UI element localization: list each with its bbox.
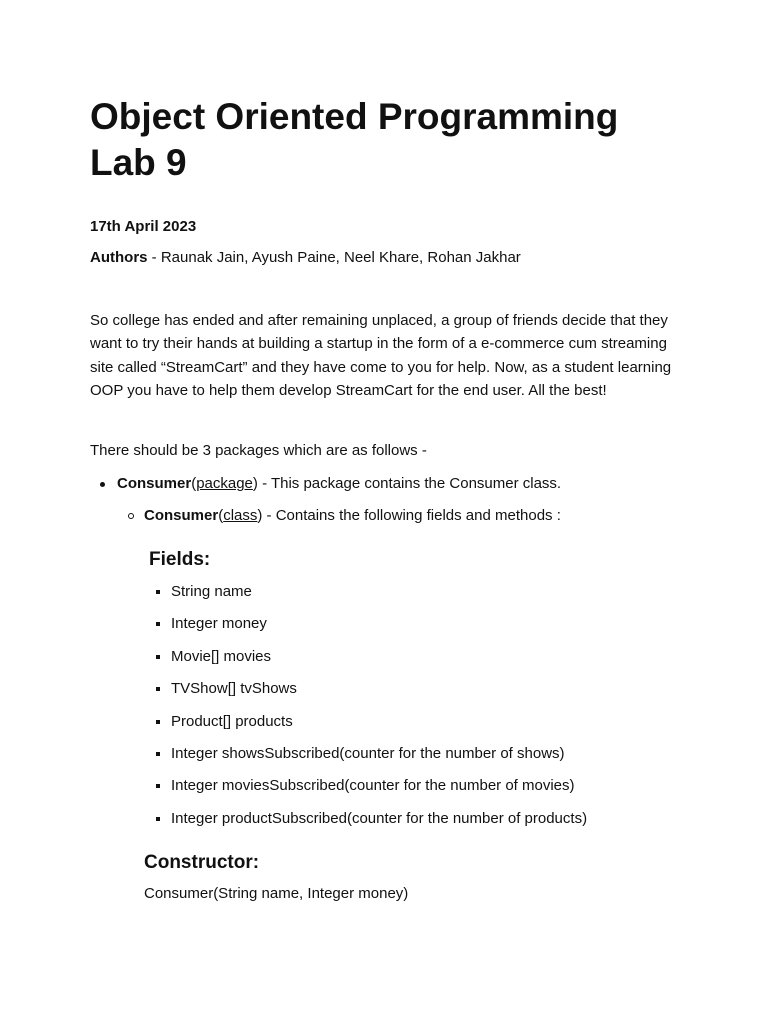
field-text: Integer moviesSubscribed(counter for the number of movies) bbox=[171, 777, 575, 795]
field-text: Product[] products bbox=[171, 712, 293, 730]
square-bullet-icon bbox=[156, 752, 160, 756]
package-name: Consumer bbox=[117, 475, 192, 492]
authors-line bbox=[90, 248, 521, 268]
packages-intro: There should be 3 packages which are as follows - bbox=[90, 442, 427, 459]
class-link[interactable]: class bbox=[223, 507, 258, 524]
package-item-text bbox=[117, 474, 561, 494]
class-open-paren: ( bbox=[218, 507, 224, 524]
document-title: Object Oriented Programming Lab 9 bbox=[90, 96, 619, 183]
package-open-paren: ( bbox=[191, 475, 197, 492]
constructor-signature: Consumer(String name, Integer money) bbox=[144, 885, 409, 902]
field-text: Movie[] movies bbox=[171, 647, 272, 665]
package-link[interactable]: package bbox=[196, 475, 253, 492]
class-description: ) - Contains the following fields and methods : bbox=[257, 507, 561, 524]
square-bullet-icon bbox=[156, 687, 160, 691]
field-text: Integer productSubscribed(counter for the number of products) bbox=[171, 809, 588, 827]
class-item-text bbox=[144, 506, 561, 526]
field-text: String name bbox=[171, 583, 252, 600]
authors-names: - Raunak Jain, Ayush Paine, Neel Khare, Rohan Jakhar bbox=[147, 249, 521, 266]
authors-label: Authors bbox=[90, 249, 148, 266]
square-bullet-icon bbox=[156, 784, 160, 788]
constructor-heading: Constructor: bbox=[144, 852, 260, 873]
field-text: Integer showsSubscribed(counter for the number of shows) bbox=[171, 744, 565, 762]
disc-bullet-icon bbox=[100, 482, 105, 487]
class-name: Consumer bbox=[144, 507, 219, 524]
document-date: 17th April 2023 bbox=[90, 218, 197, 235]
field-text: Integer money bbox=[171, 615, 267, 633]
square-bullet-icon bbox=[156, 720, 160, 724]
square-bullet-icon bbox=[156, 655, 160, 659]
square-bullet-icon bbox=[156, 622, 160, 626]
field-text: TVShow[] tvShows bbox=[171, 680, 297, 698]
square-bullet-icon bbox=[156, 590, 160, 594]
intro-paragraph: So college has ended and after remaining unplaced, a group of friends decide that they want to try their hands at building a startup in the form of a e-commerce cum streaming site called “StreamCart” and they have come to you for help. Now, as a student learning OOP you have to help them develop StreamCart for the end user. All the best! bbox=[90, 312, 672, 399]
package-description: ) - This package contains the Consumer class. bbox=[252, 475, 562, 492]
square-bullet-icon bbox=[156, 817, 160, 821]
fields-heading: Fields: bbox=[149, 549, 211, 570]
circle-bullet-icon bbox=[128, 513, 134, 519]
